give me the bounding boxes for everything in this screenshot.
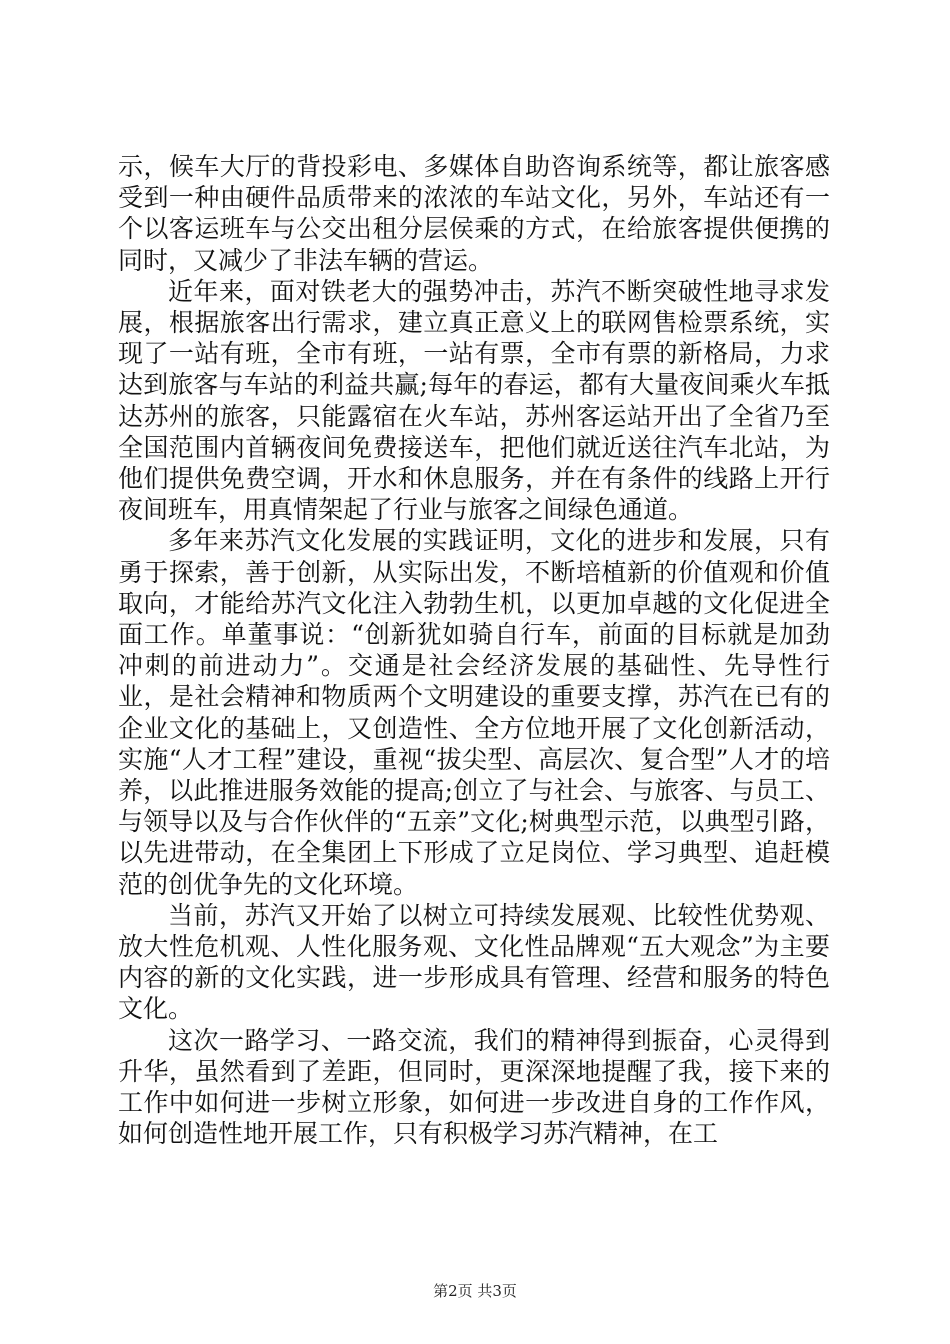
paragraph-3: 多年来苏汽文化发展的实践证明，文化的进步和发展，只有勇于探索，善于创新，从实际出发，不断培植新的价值观和价值取向，才能给苏汽文化注入勃勃生机，以更加卓越的文化促进全面工作。单董事说：“创新犹如骑自行车，前面的目标就是加劲冲刺的前进动力”。交通是社会经济发展的基础性、先导性行业，是社会精神和物质两个文明建设的重要支撑，苏汽在已有的企业文化的基础上，又创造性、全方位地开展了文化创新活动，实施“人才工程”建设，重视“拔尖型、高层次、复合型”人才的培养，以此推进服务效能的提高;创立了与社会、与旅客、与员工、与领导以及与合作伙伴的“五亲”文化;树典型示范，以典型引路，以先进带动，在全集团上下形成了立足岗位、学习典型、追赶模范的创优争先的文化环境。 [118, 526, 830, 899]
paragraph-1: 示，候车大厅的背投彩电、多媒体自助咨询系统等，都让旅客感受到一种由硬件品质带来的浓浓的车站文化，另外，车站还有一个以客运班车与公交出租分层侯乘的方式，在给旅客提供便携的同时，又减少了非法车辆的营运。 [118, 152, 830, 275]
paragraph-5: 这次一路学习、一路交流，我们的精神得到振奋，心灵得到升华，虽然看到了差距，但同时，更深深地提醒了我，接下来的工作中如何进一步树立形象，如何进一步改进自身的工作作风，如何创造性地开展工作，只有积极学习苏汽精神，在工 [118, 1025, 830, 1149]
document-body [118, 151, 830, 1150]
paragraph-2: 近年来，面对铁老大的强势冲击，苏汽不断突破性地寻求发展，根据旅客出行需求，建立真正意义上的联网售检票系统，实现了一站有班，全市有班，一站有票，全市有票的新格局，力求达到旅客与车站的利益共赢;每年的春运，都有大量夜间乘火车抵达苏州的旅客，只能露宿在火车站，苏州客运站开出了全省乃至全国范围内首辆夜间免费接送车，把他们就近送往汽车北站，为他们提供免费空调，开水和休息服务，并在有条件的线路上开行夜间班车，用真情架起了行业与旅客之间绿色通道。 [118, 276, 830, 525]
page-footer: 第2页 共3页 [433, 1282, 517, 1300]
paragraph-4: 当前，苏汽又开始了以树立可持续发展观、比较性优势观、放大性危机观、人性化服务观、文化性品牌观“五大观念”为主要内容的新的文化实践，进一步形成具有管理、经营和服务的特色文化。 [118, 900, 830, 1024]
